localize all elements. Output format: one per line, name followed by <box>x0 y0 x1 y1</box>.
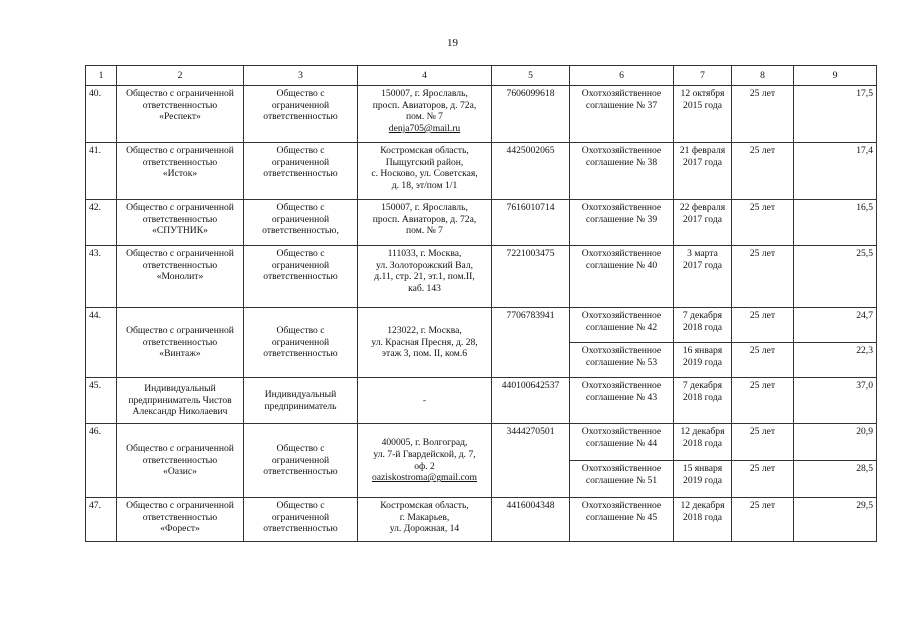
legal-form-line: ограниченной <box>271 336 330 348</box>
agreement-date <box>674 343 732 378</box>
agreement-term: 25 лет <box>732 246 794 308</box>
table-row <box>86 200 877 246</box>
agreement-line: Охотхозяйственное <box>581 345 662 356</box>
agreement <box>570 498 674 542</box>
inn: 3444270501 <box>492 424 570 498</box>
organization-name-line: Общество с ограниченной <box>126 442 234 454</box>
inn: 4425002065 <box>492 143 570 200</box>
organization-name-line: «Исток» <box>162 168 198 180</box>
agreement-term: 25 лет <box>732 308 794 343</box>
address-line: д. 18, эт/пом 1/1 <box>391 180 458 192</box>
address-line: просп. Авиаторов, д. 72а, <box>372 99 477 111</box>
table-row <box>86 378 877 424</box>
organization-name-line: «Винтаж» <box>159 348 201 360</box>
agreement-term: 25 лет <box>732 200 794 246</box>
area-value: 37,0 <box>794 378 877 424</box>
area-value: 20,9 <box>794 424 877 461</box>
legal-form <box>244 86 358 143</box>
address-line: Костромская область, <box>380 500 469 511</box>
column-number-row <box>86 66 877 86</box>
agreement-date-line: 12 декабря <box>680 426 725 437</box>
row-number: 43. <box>86 246 117 308</box>
agreement-date-line: 7 декабря <box>682 380 723 391</box>
agreement-date <box>674 498 732 542</box>
organization-name-line: Общество с ограниченной <box>126 500 234 511</box>
address-line: 111033, г. Москва, <box>387 248 462 259</box>
email-link[interactable]: oaziskostroma@gmail.com <box>371 472 478 484</box>
agreement <box>570 246 674 308</box>
column-number: 3 <box>244 66 358 86</box>
agreement-line: соглашение № 43 <box>585 391 658 403</box>
agreement-date-line: 2018 года <box>683 437 722 449</box>
register-table <box>85 65 877 542</box>
inn: 440100642537 <box>492 378 570 424</box>
agreement-line: Охотхозяйственное <box>581 463 662 474</box>
organization-name-line: «Монолит» <box>156 271 204 283</box>
area-value: 29,5 <box>794 498 877 542</box>
legal-form-line: Индивидуальный <box>264 388 337 400</box>
agreement <box>570 424 674 461</box>
row-number: 41. <box>86 143 117 200</box>
area-value: 17,5 <box>794 86 877 143</box>
address <box>358 143 492 200</box>
legal-form-line: Общество с <box>276 145 325 156</box>
agreement-line: Охотхозяйственное <box>581 380 662 391</box>
legal-form-line: Общество с <box>276 202 325 213</box>
address-line: 400005, г. Волгоград, <box>381 437 468 449</box>
agreement-term: 25 лет <box>732 498 794 542</box>
agreement-line: соглашение № 44 <box>585 437 658 449</box>
agreement-line: Охотхозяйственное <box>581 88 662 99</box>
address-line: этаж 3, пом. II, ком.6 <box>381 348 468 360</box>
legal-form-line: ответственностью <box>263 271 338 283</box>
row-number: 42. <box>86 200 117 246</box>
address-line: Пыщугский район, <box>385 156 464 168</box>
legal-form <box>244 308 358 378</box>
address <box>358 200 492 246</box>
agreement-date-line: 2019 года <box>683 474 722 486</box>
area-value: 28,5 <box>794 461 877 498</box>
address-line: пом. № 7 <box>406 111 443 123</box>
register-table-body <box>86 66 877 542</box>
area-value: 25,5 <box>794 246 877 308</box>
address-line: 123022, г. Москва, <box>387 324 462 336</box>
inn: 7616010714 <box>492 200 570 246</box>
agreement-date-line: 2018 года <box>683 321 722 333</box>
row-number: 46. <box>86 424 117 498</box>
agreement-line: Охотхозяйственное <box>581 310 662 321</box>
legal-form-line: ограниченной <box>271 454 330 466</box>
organization-name-line: ответственностью <box>142 511 218 523</box>
address-line: каб. 143 <box>408 283 441 295</box>
table-row <box>86 498 877 542</box>
organization-name-line: предприниматель Чистов <box>128 394 232 406</box>
legal-form-line: ограниченной <box>271 213 330 225</box>
legal-form-line: Общество с <box>276 324 325 336</box>
agreement-term: 25 лет <box>732 461 794 498</box>
legal-form-line: ответственностью <box>263 466 338 478</box>
agreement-term: 25 лет <box>732 86 794 143</box>
area-value: 16,5 <box>794 200 877 246</box>
organization-name-line: «Респект» <box>159 111 201 123</box>
legal-form-line: ограниченной <box>271 259 330 271</box>
legal-form-line: ответственностью <box>263 523 338 535</box>
organization-name-line: ответственностью <box>142 213 218 225</box>
agreement-date <box>674 308 732 343</box>
legal-form-line: Общество с <box>276 442 325 454</box>
inn: 4416004348 <box>492 498 570 542</box>
organization-name <box>117 143 244 200</box>
address-line: 150007, г. Ярославль, <box>381 202 468 213</box>
column-number: 7 <box>674 66 732 86</box>
agreement <box>570 86 674 143</box>
row-number: 47. <box>86 498 117 542</box>
email-link[interactable]: denja705@mail.ru <box>388 123 461 135</box>
agreement-term: 25 лет <box>732 378 794 424</box>
agreement <box>570 378 674 424</box>
organization-name <box>117 246 244 308</box>
page-number: 19 <box>447 37 458 49</box>
organization-name-line: ответственностью <box>142 99 218 111</box>
agreement-date <box>674 86 732 143</box>
address-line: д.11, стр. 21, эт.1, пом.II, <box>374 271 475 283</box>
agreement <box>570 308 674 343</box>
legal-form <box>244 246 358 308</box>
organization-name-line: ответственностью <box>142 156 218 168</box>
organization-name-line: Общество с ограниченной <box>126 88 234 99</box>
column-number: 4 <box>358 66 492 86</box>
organization-name-line: «Форест» <box>160 523 200 535</box>
agreement <box>570 143 674 200</box>
inn: 7706783941 <box>492 308 570 378</box>
agreement-date-line: 2017 года <box>683 213 722 225</box>
address-line: оф. 2 <box>414 460 435 472</box>
legal-form <box>244 378 358 424</box>
organization-name-line: Индивидуальный <box>144 382 216 394</box>
agreement-line: Охотхозяйственное <box>581 426 662 437</box>
agreement-date-line: 2019 года <box>683 356 722 368</box>
agreement-date-line: 2017 года <box>683 259 722 271</box>
agreement-line: соглашение № 45 <box>585 511 658 523</box>
organization-name <box>117 308 244 378</box>
address-line: ул. Красная Пресня, д. 28, <box>371 336 478 348</box>
address-line: 150007, г. Ярославль, <box>381 88 468 99</box>
organization-name <box>117 498 244 542</box>
address-line: - <box>422 394 427 406</box>
row-number: 40. <box>86 86 117 143</box>
organization-name-line: ответственностью <box>142 259 218 271</box>
address-line: ул. Золоторожский Вал, <box>375 259 474 271</box>
legal-form <box>244 498 358 542</box>
agreement-line: Охотхозяйственное <box>581 145 662 156</box>
legal-form-line: ограниченной <box>271 99 330 111</box>
organization-name-line: Общество с ограниченной <box>126 202 234 213</box>
agreement-line: соглашение № 42 <box>585 321 658 333</box>
legal-form-line: ответственностью <box>263 111 338 123</box>
agreement-date-line: 21 февраля <box>679 145 726 156</box>
organization-name <box>117 378 244 424</box>
agreement-line: соглашение № 37 <box>585 99 658 111</box>
address-line: с. Носково, ул. Советская, <box>371 168 478 180</box>
address <box>358 424 492 498</box>
agreement-date-line: 7 декабря <box>682 310 723 321</box>
legal-form-line: ограниченной <box>271 511 330 523</box>
agreement-date <box>674 246 732 308</box>
legal-form <box>244 424 358 498</box>
agreement-line: Охотхозяйственное <box>581 500 662 511</box>
legal-form-line: ответственностью <box>263 348 338 360</box>
agreement-line: Охотхозяйственное <box>581 202 662 213</box>
legal-form <box>244 200 358 246</box>
agreement <box>570 343 674 378</box>
address <box>358 86 492 143</box>
agreement-line: соглашение № 51 <box>585 474 658 486</box>
agreement-date-line: 2017 года <box>683 156 722 168</box>
agreement-date-line: 2018 года <box>683 391 722 403</box>
organization-name-line: Общество с ограниченной <box>126 145 234 156</box>
agreement-date-line: 2018 года <box>683 511 722 523</box>
row-number: 45. <box>86 378 117 424</box>
table-row <box>86 424 877 461</box>
column-number: 8 <box>732 66 794 86</box>
address <box>358 378 492 424</box>
organization-name-line: «Оазис» <box>163 466 197 478</box>
table-row <box>86 246 877 308</box>
address-line: ул. 7-й Гвардейской, д. 7, <box>373 448 476 460</box>
agreement <box>570 461 674 498</box>
organization-name-line: Общество с ограниченной <box>126 248 234 259</box>
address <box>358 308 492 378</box>
address <box>358 246 492 308</box>
organization-name-line: ответственностью <box>142 336 218 348</box>
legal-form-line: Общество с <box>276 248 325 259</box>
area-value: 24,7 <box>794 308 877 343</box>
agreement-line: соглашение № 39 <box>585 213 658 225</box>
agreement-line: соглашение № 40 <box>585 259 658 271</box>
agreement-date-line: 22 февраля <box>679 202 726 213</box>
agreement-date-line: 12 октября <box>680 88 725 99</box>
organization-name <box>117 200 244 246</box>
table-row <box>86 86 877 143</box>
agreement-date-line: 15 января <box>682 463 723 474</box>
agreement-term: 25 лет <box>732 143 794 200</box>
legal-form-line: ответственностью, <box>262 225 339 237</box>
address-line: г. Макарьев, <box>399 511 450 523</box>
agreement-date-line: 2015 года <box>683 99 722 111</box>
legal-form <box>244 143 358 200</box>
column-number: 6 <box>570 66 674 86</box>
organization-name-line: Александр Николаевич <box>132 406 228 418</box>
table-row <box>86 308 877 343</box>
address <box>358 498 492 542</box>
agreement <box>570 200 674 246</box>
agreement-term: 25 лет <box>732 343 794 378</box>
inn: 7221003475 <box>492 246 570 308</box>
inn: 7606099618 <box>492 86 570 143</box>
agreement-date <box>674 424 732 461</box>
organization-name <box>117 424 244 498</box>
agreement-line: соглашение № 38 <box>585 156 658 168</box>
table-row <box>86 143 877 200</box>
agreement-date <box>674 143 732 200</box>
legal-form-line: ограниченной <box>271 156 330 168</box>
organization-name-line: «СПУТНИК» <box>152 225 208 237</box>
agreement-date-line: 3 марта <box>687 248 718 259</box>
agreement-line: Охотхозяйственное <box>581 248 662 259</box>
column-number: 9 <box>794 66 877 86</box>
area-value: 22,3 <box>794 343 877 378</box>
column-number: 5 <box>492 66 570 86</box>
row-number: 44. <box>86 308 117 378</box>
organization-name-line: ответственностью <box>142 454 218 466</box>
legal-form-line: ответственностью <box>263 168 338 180</box>
agreement-date-line: 16 января <box>682 345 723 356</box>
address-line: пом. № 7 <box>406 225 443 237</box>
address-line: ул. Дорожная, 14 <box>389 523 460 535</box>
agreement-date <box>674 461 732 498</box>
column-number: 1 <box>86 66 117 86</box>
area-value: 17,4 <box>794 143 877 200</box>
legal-form-line: Общество с <box>276 88 325 99</box>
agreement-date <box>674 200 732 246</box>
legal-form-line: предприниматель <box>264 400 337 412</box>
agreement-line: соглашение № 53 <box>585 356 658 368</box>
organization-name <box>117 86 244 143</box>
organization-name-line: Общество с ограниченной <box>126 324 234 336</box>
address-line: просп. Авиаторов, д. 72а, <box>372 213 477 225</box>
agreement-date <box>674 378 732 424</box>
address-line: Костромская область, <box>380 145 469 156</box>
legal-form-line: Общество с <box>276 500 325 511</box>
agreement-term: 25 лет <box>732 424 794 461</box>
column-number: 2 <box>117 66 244 86</box>
agreement-date-line: 12 декабря <box>680 500 725 511</box>
